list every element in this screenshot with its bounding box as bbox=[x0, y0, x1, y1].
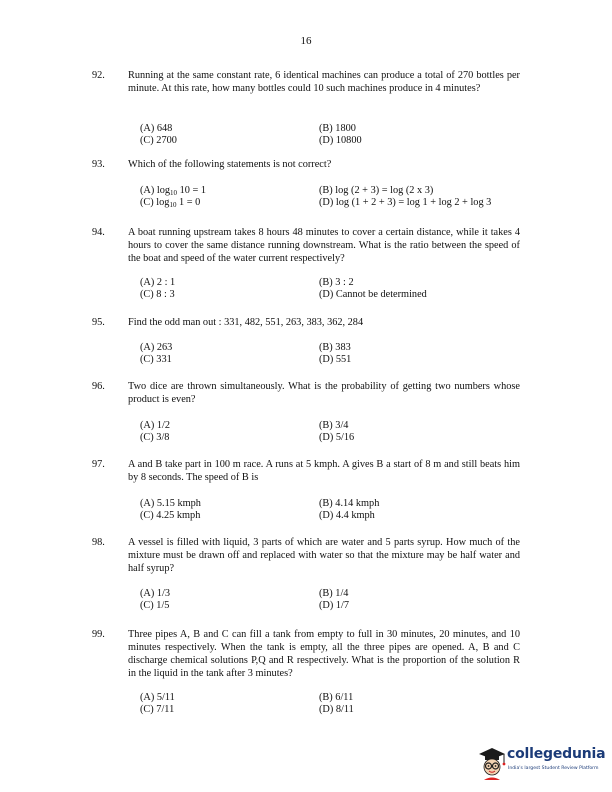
option-d[interactable]: (D) 551 bbox=[319, 353, 352, 365]
option-a-subscript: 10 bbox=[170, 189, 178, 197]
option-b[interactable]: (B) 3 : 2 bbox=[319, 277, 354, 288]
question-number: 98. bbox=[92, 537, 105, 548]
option-b[interactable]: (B) 6/11 bbox=[319, 692, 354, 703]
logo-tagline: India's largest Student Review Platform bbox=[508, 766, 599, 771]
option-d[interactable]: (D) 10800 bbox=[319, 134, 362, 146]
options bbox=[140, 692, 520, 715]
option-d[interactable]: (D) 4.4 kmph bbox=[319, 509, 375, 521]
question-number: 94. bbox=[92, 227, 105, 238]
option-c-subscript: 10 bbox=[169, 200, 177, 209]
option-b[interactable]: (B) 4.14 kmph bbox=[319, 498, 380, 509]
option-a-suffix: 10 = 1 bbox=[177, 185, 207, 196]
option-c[interactable]: (C) 2700 bbox=[140, 134, 177, 146]
question-text: A and B take part in 100 m race. A runs at 5 kmph. A gives B a start of 8 m and still beats him by 8 seconds. The speed of B is bbox=[128, 459, 520, 483]
options bbox=[140, 420, 520, 443]
options bbox=[140, 185, 520, 208]
option-d[interactable]: (D) log (1 + 2 + 3) = log 1 + log 2 + log 3 bbox=[319, 196, 492, 208]
option-b[interactable]: (B) 3/4 bbox=[319, 420, 349, 431]
question-text: Find the odd man out : 331, 482, 551, 263, 383, 362, 284 bbox=[128, 317, 364, 328]
collegedunia-logo[interactable] bbox=[477, 742, 607, 782]
option-c[interactable]: (C) 331 bbox=[140, 353, 172, 365]
logo-wordmark: collegedunia bbox=[507, 746, 606, 762]
question-text: Running at the same constant rate, 6 identical machines can produce a total of 270 bottles per minute. At this rate, how many bottles could 10 such machines produce in 4 minutes? bbox=[128, 70, 520, 94]
option-b[interactable]: (B) 1800 bbox=[319, 123, 356, 134]
option-c[interactable]: (C) 3/8 bbox=[140, 431, 170, 443]
question-number: 95. bbox=[92, 317, 105, 328]
option-b[interactable]: (B) 383 bbox=[319, 342, 351, 353]
option-c[interactable]: (C) 8 : 3 bbox=[140, 288, 175, 300]
option-c[interactable]: (C) 1/5 bbox=[140, 599, 170, 611]
options bbox=[140, 277, 520, 300]
options bbox=[140, 342, 520, 365]
option-a[interactable]: (A) 5/11 bbox=[140, 692, 175, 703]
question-number: 97. bbox=[92, 459, 105, 470]
question-text: Three pipes A, B and C can fill a tank from empty to full in 30 minutes, 20 minutes, and 10 minutes respectively. When the tank is empty, all the three pipes are opened. A, B and C discharge chemical solutions P,Q and R respectively. What is the proportion of the solution R in the liquid in the tank after 3 minutes? bbox=[128, 629, 520, 679]
question-text: Which of the following statements is not correct? bbox=[128, 159, 332, 170]
option-b[interactable]: (B) log (2 + 3) = log (2 x 3) bbox=[319, 185, 434, 196]
option-a[interactable]: (A) 1/2 bbox=[140, 420, 171, 431]
option-c[interactable] bbox=[140, 197, 200, 209]
option-d[interactable]: (D) Cannot be determined bbox=[319, 288, 427, 300]
option-d[interactable]: (D) 8/11 bbox=[319, 703, 354, 715]
option-a[interactable]: (A) 5.15 kmph bbox=[140, 498, 201, 509]
option-c[interactable]: (C) 7/11 bbox=[140, 703, 175, 715]
option-c-suffix: 1 = 0 bbox=[176, 196, 201, 208]
option-d[interactable]: (D) 5/16 bbox=[319, 431, 355, 443]
option-a[interactable] bbox=[140, 185, 206, 197]
question-number: 93. bbox=[92, 159, 105, 170]
option-d[interactable]: (D) 1/7 bbox=[319, 599, 350, 611]
options bbox=[140, 588, 520, 611]
question-number: 92. bbox=[92, 70, 105, 81]
option-a[interactable]: (A) 648 bbox=[140, 123, 173, 134]
options bbox=[140, 498, 520, 521]
option-a-prefix: (A) log bbox=[140, 185, 171, 196]
question-number: 99. bbox=[92, 629, 105, 640]
option-a[interactable]: (A) 263 bbox=[140, 342, 173, 353]
option-c[interactable]: (C) 4.25 kmph bbox=[140, 509, 201, 521]
question-text: Two dice are thrown simultaneously. What is the probability of getting two numbers whose product is even? bbox=[128, 381, 520, 405]
question-text: A boat running upstream takes 8 hours 48 minutes to cover a certain distance, while it takes 4 hours to cover the same distance running downstream. What is the ratio between the speed of the boat and speed of the water current respectively? bbox=[128, 227, 520, 264]
option-c-prefix: (C) log bbox=[140, 196, 170, 208]
question-text: A vessel is filled with liquid, 3 parts of which are water and 5 parts syrup. How much of the mixture must be drawn off and replaced with water so that the mixture may be half water and half syrup? bbox=[128, 537, 520, 574]
page-number: 16 bbox=[300, 35, 312, 47]
options bbox=[140, 123, 520, 146]
graduate-mascot-icon bbox=[477, 742, 509, 782]
question-number: 96. bbox=[92, 381, 105, 392]
option-b[interactable]: (B) 1/4 bbox=[319, 588, 349, 599]
option-a[interactable]: (A) 1/3 bbox=[140, 588, 171, 599]
option-a[interactable]: (A) 2 : 1 bbox=[140, 277, 176, 288]
